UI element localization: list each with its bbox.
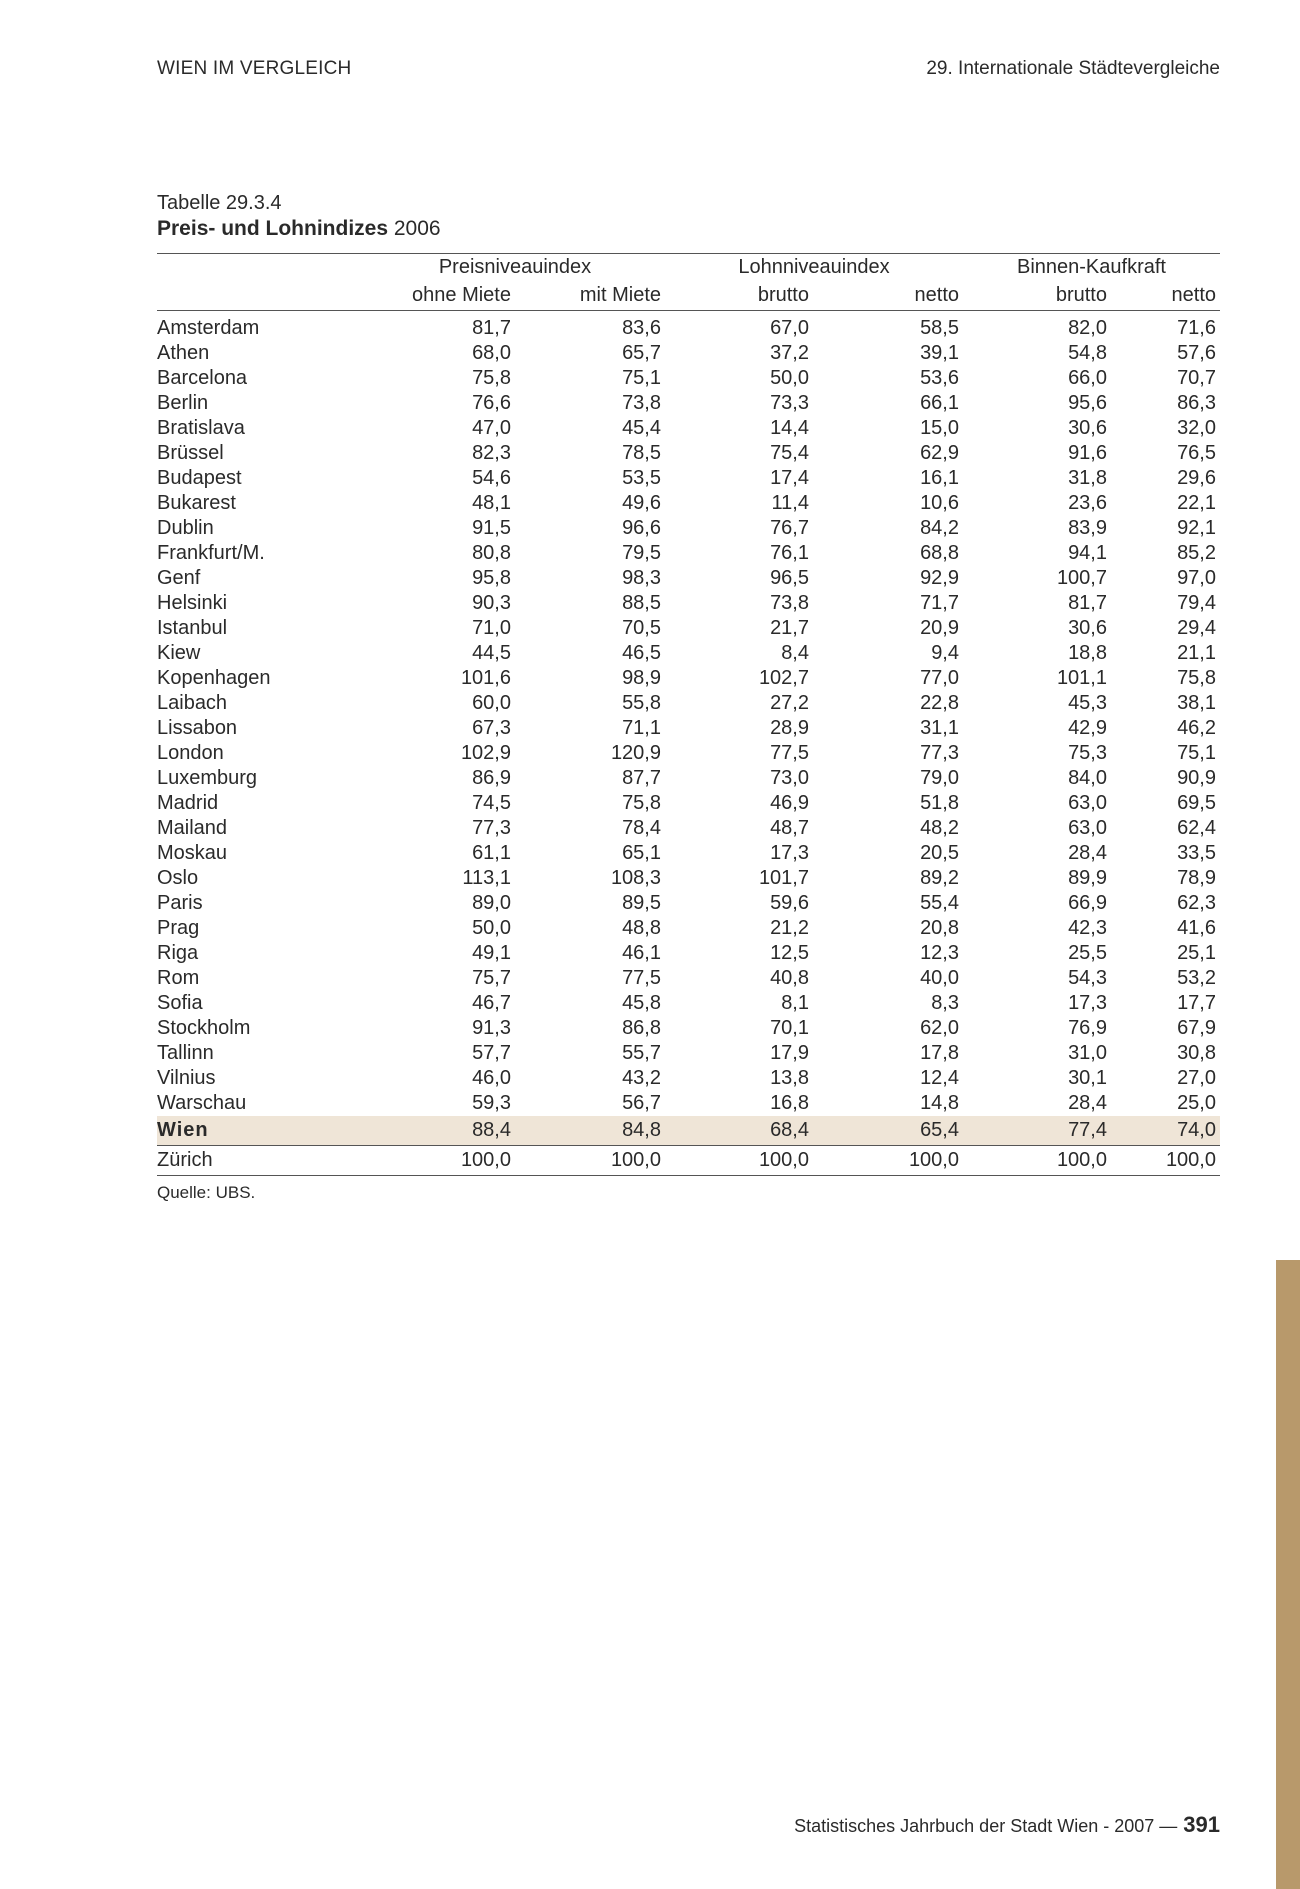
table-row bbox=[157, 541, 1220, 566]
index-value: 53,5 bbox=[622, 467, 661, 489]
index-value: 17,7 bbox=[1177, 992, 1216, 1014]
index-value: 32,0 bbox=[1177, 417, 1216, 439]
index-value: 57,6 bbox=[1177, 342, 1216, 364]
sub-header: mit Miete bbox=[515, 280, 665, 311]
table-row bbox=[157, 866, 1220, 891]
index-value: 37,2 bbox=[770, 342, 809, 364]
index-value: 44,5 bbox=[472, 642, 511, 664]
index-value: 12,4 bbox=[920, 1067, 959, 1089]
index-value: 67,9 bbox=[1177, 1017, 1216, 1039]
index-value: 89,0 bbox=[472, 892, 511, 914]
table-row bbox=[157, 941, 1220, 966]
index-value: 22,8 bbox=[920, 692, 959, 714]
index-value: 62,3 bbox=[1177, 892, 1216, 914]
index-value: 75,4 bbox=[770, 442, 809, 464]
page-number: 391 bbox=[1183, 1812, 1220, 1837]
index-value: 96,5 bbox=[770, 567, 809, 589]
index-value: 67,0 bbox=[770, 317, 809, 339]
index-value: 77,3 bbox=[920, 742, 959, 764]
index-value: 74,0 bbox=[1111, 1116, 1220, 1146]
index-value: 51,8 bbox=[920, 792, 959, 814]
index-value: 46,9 bbox=[770, 792, 809, 814]
index-value: 30,6 bbox=[1068, 617, 1107, 639]
index-value: 98,3 bbox=[622, 567, 661, 589]
index-value: 89,2 bbox=[920, 867, 959, 889]
index-value: 28,4 bbox=[1068, 1092, 1107, 1114]
index-value: 70,7 bbox=[1177, 367, 1216, 389]
index-value: 83,9 bbox=[1068, 517, 1107, 539]
table-row bbox=[157, 916, 1220, 941]
index-value: 17,3 bbox=[1068, 992, 1107, 1014]
index-value: 10,6 bbox=[920, 492, 959, 514]
table-row bbox=[157, 966, 1220, 991]
index-value: 68,0 bbox=[472, 342, 511, 364]
index-value: 76,7 bbox=[770, 517, 809, 539]
index-value: 63,0 bbox=[1068, 792, 1107, 814]
index-value: 42,9 bbox=[1068, 717, 1107, 739]
index-value: 59,3 bbox=[472, 1092, 511, 1114]
table-row bbox=[157, 766, 1220, 791]
index-value: 78,4 bbox=[622, 817, 661, 839]
index-value: 73,8 bbox=[770, 592, 809, 614]
index-value: 101,1 bbox=[1056, 667, 1107, 689]
index-value: 79,4 bbox=[1177, 592, 1216, 614]
table-row bbox=[157, 816, 1220, 841]
index-value: 91,3 bbox=[472, 1017, 511, 1039]
index-value: 54,3 bbox=[1068, 967, 1107, 989]
index-value: 82,0 bbox=[1068, 317, 1107, 339]
index-value: 83,6 bbox=[622, 317, 661, 339]
index-value: 20,8 bbox=[920, 917, 959, 939]
running-header-right: 29. Internationale Städtevergleiche bbox=[926, 58, 1220, 79]
table-row bbox=[157, 666, 1220, 691]
city-name: Rom bbox=[157, 967, 200, 989]
table-row bbox=[157, 716, 1220, 741]
index-value: 68,4 bbox=[665, 1116, 813, 1146]
table-row bbox=[157, 466, 1220, 491]
sub-header-row bbox=[157, 280, 1220, 311]
index-value: 45,8 bbox=[622, 992, 661, 1014]
index-value: 73,8 bbox=[622, 392, 661, 414]
index-value: 77,0 bbox=[920, 667, 959, 689]
index-value: 76,6 bbox=[472, 392, 511, 414]
sub-header-empty bbox=[157, 280, 365, 311]
index-value: 74,5 bbox=[472, 792, 511, 814]
index-value: 14,8 bbox=[920, 1092, 959, 1114]
city-name: Wien bbox=[157, 1116, 365, 1146]
table-row bbox=[157, 491, 1220, 516]
table-title-year: 2006 bbox=[393, 217, 441, 240]
index-value: 120,9 bbox=[610, 742, 661, 764]
index-value: 13,8 bbox=[770, 1067, 809, 1089]
index-value: 75,1 bbox=[622, 367, 661, 389]
index-value: 90,3 bbox=[472, 592, 511, 614]
index-value: 78,9 bbox=[1177, 867, 1216, 889]
city-name: Lissabon bbox=[157, 717, 238, 739]
index-value: 55,8 bbox=[622, 692, 661, 714]
index-value: 41,6 bbox=[1177, 917, 1216, 939]
index-value: 20,5 bbox=[920, 842, 959, 864]
table-row bbox=[157, 891, 1220, 916]
table-body bbox=[157, 311, 1220, 1176]
index-value: 92,9 bbox=[920, 567, 959, 589]
index-value: 31,8 bbox=[1068, 467, 1107, 489]
index-value: 38,1 bbox=[1177, 692, 1216, 714]
index-value: 17,9 bbox=[770, 1042, 809, 1064]
index-value: 113,1 bbox=[462, 867, 511, 889]
index-value: 46,1 bbox=[622, 942, 661, 964]
index-value: 96,6 bbox=[622, 517, 661, 539]
index-value: 48,8 bbox=[622, 917, 661, 939]
table-title-bold: Preis- und Lohnindizes bbox=[157, 217, 389, 240]
index-value: 45,4 bbox=[622, 417, 661, 439]
index-value: 86,3 bbox=[1177, 392, 1216, 414]
index-value: 40,0 bbox=[920, 967, 959, 989]
table-row bbox=[157, 741, 1220, 766]
city-name: Tallinn bbox=[157, 1042, 214, 1064]
city-name: Moskau bbox=[157, 842, 228, 864]
index-value: 55,7 bbox=[622, 1042, 661, 1064]
index-value: 50,0 bbox=[770, 367, 809, 389]
index-value: 95,6 bbox=[1068, 392, 1107, 414]
index-value: 77,3 bbox=[472, 817, 511, 839]
index-value: 77,5 bbox=[770, 742, 809, 764]
table-row bbox=[157, 991, 1220, 1016]
city-name: London bbox=[157, 742, 224, 764]
index-value: 55,4 bbox=[920, 892, 959, 914]
index-value: 21,7 bbox=[770, 617, 809, 639]
index-value: 42,3 bbox=[1068, 917, 1107, 939]
table-row bbox=[157, 566, 1220, 591]
table-row bbox=[157, 591, 1220, 616]
index-value: 28,9 bbox=[770, 717, 809, 739]
index-value: 53,2 bbox=[1177, 967, 1216, 989]
index-value: 69,5 bbox=[1177, 792, 1216, 814]
index-value: 79,5 bbox=[622, 542, 661, 564]
sub-header: ohne Miete bbox=[365, 280, 515, 311]
index-value: 90,9 bbox=[1177, 767, 1216, 789]
index-value: 46,7 bbox=[472, 992, 511, 1014]
table-row bbox=[157, 616, 1220, 641]
table-row bbox=[157, 441, 1220, 466]
index-value: 29,6 bbox=[1177, 467, 1216, 489]
city-name: Stockholm bbox=[157, 1017, 251, 1039]
index-value: 49,6 bbox=[622, 492, 661, 514]
index-value: 40,8 bbox=[770, 967, 809, 989]
sub-header: brutto bbox=[665, 280, 813, 311]
table-row bbox=[157, 691, 1220, 716]
index-value: 73,0 bbox=[770, 767, 809, 789]
table-row bbox=[157, 1091, 1220, 1116]
index-value: 100,0 bbox=[1111, 1146, 1220, 1176]
index-value: 14,4 bbox=[770, 417, 809, 439]
index-value: 46,2 bbox=[1177, 717, 1216, 739]
city-name: Istanbul bbox=[157, 617, 228, 639]
index-value: 75,8 bbox=[622, 792, 661, 814]
table-row bbox=[157, 311, 1220, 342]
index-value: 89,5 bbox=[622, 892, 661, 914]
index-value: 100,0 bbox=[813, 1146, 963, 1176]
index-value: 28,4 bbox=[1068, 842, 1107, 864]
city-name: Bratislava bbox=[157, 417, 245, 439]
index-value: 84,8 bbox=[515, 1116, 665, 1146]
index-value: 48,7 bbox=[770, 817, 809, 839]
index-value: 75,8 bbox=[472, 367, 511, 389]
city-name: Amsterdam bbox=[157, 317, 260, 339]
city-name: Bukarest bbox=[157, 492, 236, 514]
index-value: 16,8 bbox=[770, 1092, 809, 1114]
index-value: 65,7 bbox=[622, 342, 661, 364]
index-value: 88,5 bbox=[622, 592, 661, 614]
index-value: 62,0 bbox=[920, 1017, 959, 1039]
index-value: 12,3 bbox=[920, 942, 959, 964]
city-name: Helsinki bbox=[157, 592, 228, 614]
index-value: 87,7 bbox=[622, 767, 661, 789]
index-value: 61,1 bbox=[472, 842, 511, 864]
index-value: 65,1 bbox=[622, 842, 661, 864]
index-value: 66,0 bbox=[1068, 367, 1107, 389]
index-value: 98,9 bbox=[622, 667, 661, 689]
city-name: Athen bbox=[157, 342, 210, 364]
table-row bbox=[157, 391, 1220, 416]
index-value: 43,2 bbox=[622, 1067, 661, 1089]
index-value: 86,8 bbox=[622, 1017, 661, 1039]
index-value: 100,0 bbox=[665, 1146, 813, 1176]
group-header-wage: Lohnniveauindex bbox=[665, 254, 963, 281]
city-name: Genf bbox=[157, 567, 201, 589]
table-row bbox=[157, 1066, 1220, 1091]
index-value: 75,7 bbox=[472, 967, 511, 989]
footer-text: Statistisches Jahrbuch der Stadt Wien - 2007 — bbox=[794, 1816, 1178, 1836]
table-row bbox=[157, 791, 1220, 816]
index-value: 12,5 bbox=[770, 942, 809, 964]
city-name: Kiew bbox=[157, 642, 201, 664]
index-value: 17,8 bbox=[920, 1042, 959, 1064]
index-value: 84,0 bbox=[1068, 767, 1107, 789]
index-value: 77,5 bbox=[622, 967, 661, 989]
group-header-purchasing: Binnen-Kaufkraft bbox=[963, 254, 1220, 281]
index-value: 95,8 bbox=[472, 567, 511, 589]
sub-header: netto bbox=[813, 280, 963, 311]
index-value: 9,4 bbox=[931, 642, 959, 664]
index-value: 75,3 bbox=[1068, 742, 1107, 764]
index-value: 65,4 bbox=[813, 1116, 963, 1146]
city-name: Berlin bbox=[157, 392, 209, 414]
index-value: 62,9 bbox=[920, 442, 959, 464]
table-caption: Tabelle 29.3.4 bbox=[157, 192, 282, 214]
index-value: 71,6 bbox=[1177, 317, 1216, 339]
index-value: 77,4 bbox=[963, 1116, 1111, 1146]
city-name: Zürich bbox=[157, 1146, 365, 1176]
index-value: 27,2 bbox=[770, 692, 809, 714]
index-value: 70,1 bbox=[770, 1017, 809, 1039]
index-value: 92,1 bbox=[1177, 517, 1216, 539]
index-value: 15,0 bbox=[920, 417, 959, 439]
index-value: 81,7 bbox=[472, 317, 511, 339]
sub-header: brutto bbox=[963, 280, 1111, 311]
city-name: Riga bbox=[157, 942, 199, 964]
index-value: 25,1 bbox=[1177, 942, 1216, 964]
running-header-left: WIEN IM VERGLEICH bbox=[157, 58, 352, 79]
index-value: 31,1 bbox=[920, 717, 959, 739]
index-value: 31,0 bbox=[1068, 1042, 1107, 1064]
index-value: 100,0 bbox=[515, 1146, 665, 1176]
index-value: 60,0 bbox=[472, 692, 511, 714]
table-row bbox=[157, 416, 1220, 441]
index-value: 27,0 bbox=[1177, 1067, 1216, 1089]
city-name: Brüssel bbox=[157, 442, 224, 464]
city-name: Budapest bbox=[157, 467, 242, 489]
city-name: Madrid bbox=[157, 792, 219, 814]
index-value: 29,4 bbox=[1177, 617, 1216, 639]
index-value: 78,5 bbox=[622, 442, 661, 464]
index-value: 20,9 bbox=[920, 617, 959, 639]
index-value: 48,2 bbox=[920, 817, 959, 839]
city-name: Oslo bbox=[157, 867, 199, 889]
index-value: 76,1 bbox=[770, 542, 809, 564]
index-value: 48,1 bbox=[472, 492, 511, 514]
index-value: 101,6 bbox=[460, 667, 511, 689]
index-value: 30,6 bbox=[1068, 417, 1107, 439]
city-name: Barcelona bbox=[157, 367, 248, 389]
index-value: 101,7 bbox=[758, 867, 809, 889]
index-value: 53,6 bbox=[920, 367, 959, 389]
city-name: Dublin bbox=[157, 517, 214, 539]
table-row bbox=[157, 841, 1220, 866]
index-value: 88,4 bbox=[365, 1116, 515, 1146]
city-name: Sofia bbox=[157, 992, 203, 1014]
index-value: 11,4 bbox=[771, 492, 809, 514]
group-header-row bbox=[157, 254, 1220, 281]
index-value: 66,9 bbox=[1068, 892, 1107, 914]
index-value: 23,6 bbox=[1068, 492, 1107, 514]
city-name: Frankfurt/M. bbox=[157, 542, 265, 564]
city-name: Prag bbox=[157, 917, 200, 939]
index-value: 86,9 bbox=[472, 767, 511, 789]
index-value: 46,0 bbox=[472, 1067, 511, 1089]
index-value: 75,8 bbox=[1177, 667, 1216, 689]
index-value: 49,1 bbox=[472, 942, 511, 964]
index-value: 102,9 bbox=[460, 742, 511, 764]
index-value: 108,3 bbox=[610, 867, 661, 889]
index-value: 71,0 bbox=[472, 617, 511, 639]
city-name: Kopenhagen bbox=[157, 667, 271, 689]
table-row bbox=[157, 366, 1220, 391]
index-value: 18,8 bbox=[1068, 642, 1107, 664]
index-value: 17,4 bbox=[770, 467, 809, 489]
index-value: 57,7 bbox=[472, 1042, 511, 1064]
page-footer bbox=[794, 1812, 1220, 1838]
index-value: 47,0 bbox=[472, 417, 511, 439]
index-value: 94,1 bbox=[1068, 542, 1107, 564]
index-value: 63,0 bbox=[1068, 817, 1107, 839]
index-value: 79,0 bbox=[920, 767, 959, 789]
index-value: 76,5 bbox=[1177, 442, 1216, 464]
index-value: 21,2 bbox=[770, 917, 809, 939]
index-value: 91,6 bbox=[1068, 442, 1107, 464]
group-header-price: Preisniveauindex bbox=[365, 254, 665, 281]
city-name: Mailand bbox=[157, 817, 228, 839]
index-value: 67,3 bbox=[472, 717, 511, 739]
index-value: 56,7 bbox=[622, 1092, 661, 1114]
index-value: 85,2 bbox=[1177, 542, 1216, 564]
index-value: 102,7 bbox=[758, 667, 809, 689]
table-row bbox=[157, 1016, 1220, 1041]
index-value: 68,8 bbox=[920, 542, 959, 564]
index-value: 8,1 bbox=[781, 992, 809, 1014]
index-value: 54,6 bbox=[472, 467, 511, 489]
sub-header: netto bbox=[1111, 280, 1220, 311]
index-value: 39,1 bbox=[920, 342, 959, 364]
table-row bbox=[157, 1041, 1220, 1066]
index-value: 71,7 bbox=[920, 592, 959, 614]
index-value: 97,0 bbox=[1177, 567, 1216, 589]
city-name: Warschau bbox=[157, 1092, 247, 1114]
table-row bbox=[157, 641, 1220, 666]
index-value: 58,5 bbox=[920, 317, 959, 339]
index-value: 22,1 bbox=[1177, 492, 1216, 514]
index-value: 62,4 bbox=[1177, 817, 1216, 839]
index-value: 8,4 bbox=[781, 642, 809, 664]
city-name: Luxemburg bbox=[157, 767, 258, 789]
index-value: 25,5 bbox=[1068, 942, 1107, 964]
city-name: Vilnius bbox=[157, 1067, 216, 1089]
index-value: 46,5 bbox=[622, 642, 661, 664]
index-value: 75,1 bbox=[1177, 742, 1216, 764]
index-value: 45,3 bbox=[1068, 692, 1107, 714]
index-value: 81,7 bbox=[1068, 592, 1107, 614]
index-value: 73,3 bbox=[770, 392, 809, 414]
table-row-highlight bbox=[157, 1116, 1220, 1146]
city-name: Paris bbox=[157, 892, 203, 914]
group-header-empty bbox=[157, 254, 365, 281]
price-wage-index-table bbox=[157, 253, 1220, 1176]
index-value: 33,5 bbox=[1177, 842, 1216, 864]
index-value: 100,0 bbox=[963, 1146, 1111, 1176]
index-value: 21,1 bbox=[1177, 642, 1216, 664]
index-value: 8,3 bbox=[931, 992, 959, 1014]
index-value: 54,8 bbox=[1068, 342, 1107, 364]
source-note: Quelle: UBS. bbox=[157, 1183, 256, 1202]
index-value: 66,1 bbox=[920, 392, 959, 414]
index-value: 25,0 bbox=[1177, 1092, 1216, 1114]
index-value: 59,6 bbox=[770, 892, 809, 914]
index-value: 82,3 bbox=[472, 442, 511, 464]
index-value: 17,3 bbox=[770, 842, 809, 864]
index-value: 30,8 bbox=[1177, 1042, 1216, 1064]
index-value: 30,1 bbox=[1068, 1067, 1107, 1089]
table-row bbox=[157, 516, 1220, 541]
index-value: 71,1 bbox=[622, 717, 661, 739]
index-value: 76,9 bbox=[1068, 1017, 1107, 1039]
index-value: 100,7 bbox=[1056, 567, 1107, 589]
index-value: 16,1 bbox=[920, 467, 959, 489]
index-value: 84,2 bbox=[920, 517, 959, 539]
table-row bbox=[157, 341, 1220, 366]
index-value: 80,8 bbox=[472, 542, 511, 564]
table-row bbox=[157, 1146, 1220, 1176]
table-title bbox=[157, 217, 441, 241]
index-value: 100,0 bbox=[365, 1146, 515, 1176]
index-value: 89,9 bbox=[1068, 867, 1107, 889]
index-value: 91,5 bbox=[472, 517, 511, 539]
index-value: 50,0 bbox=[472, 917, 511, 939]
index-value: 70,5 bbox=[622, 617, 661, 639]
side-color-bar bbox=[1276, 1260, 1300, 1889]
city-name: Laibach bbox=[157, 692, 228, 714]
